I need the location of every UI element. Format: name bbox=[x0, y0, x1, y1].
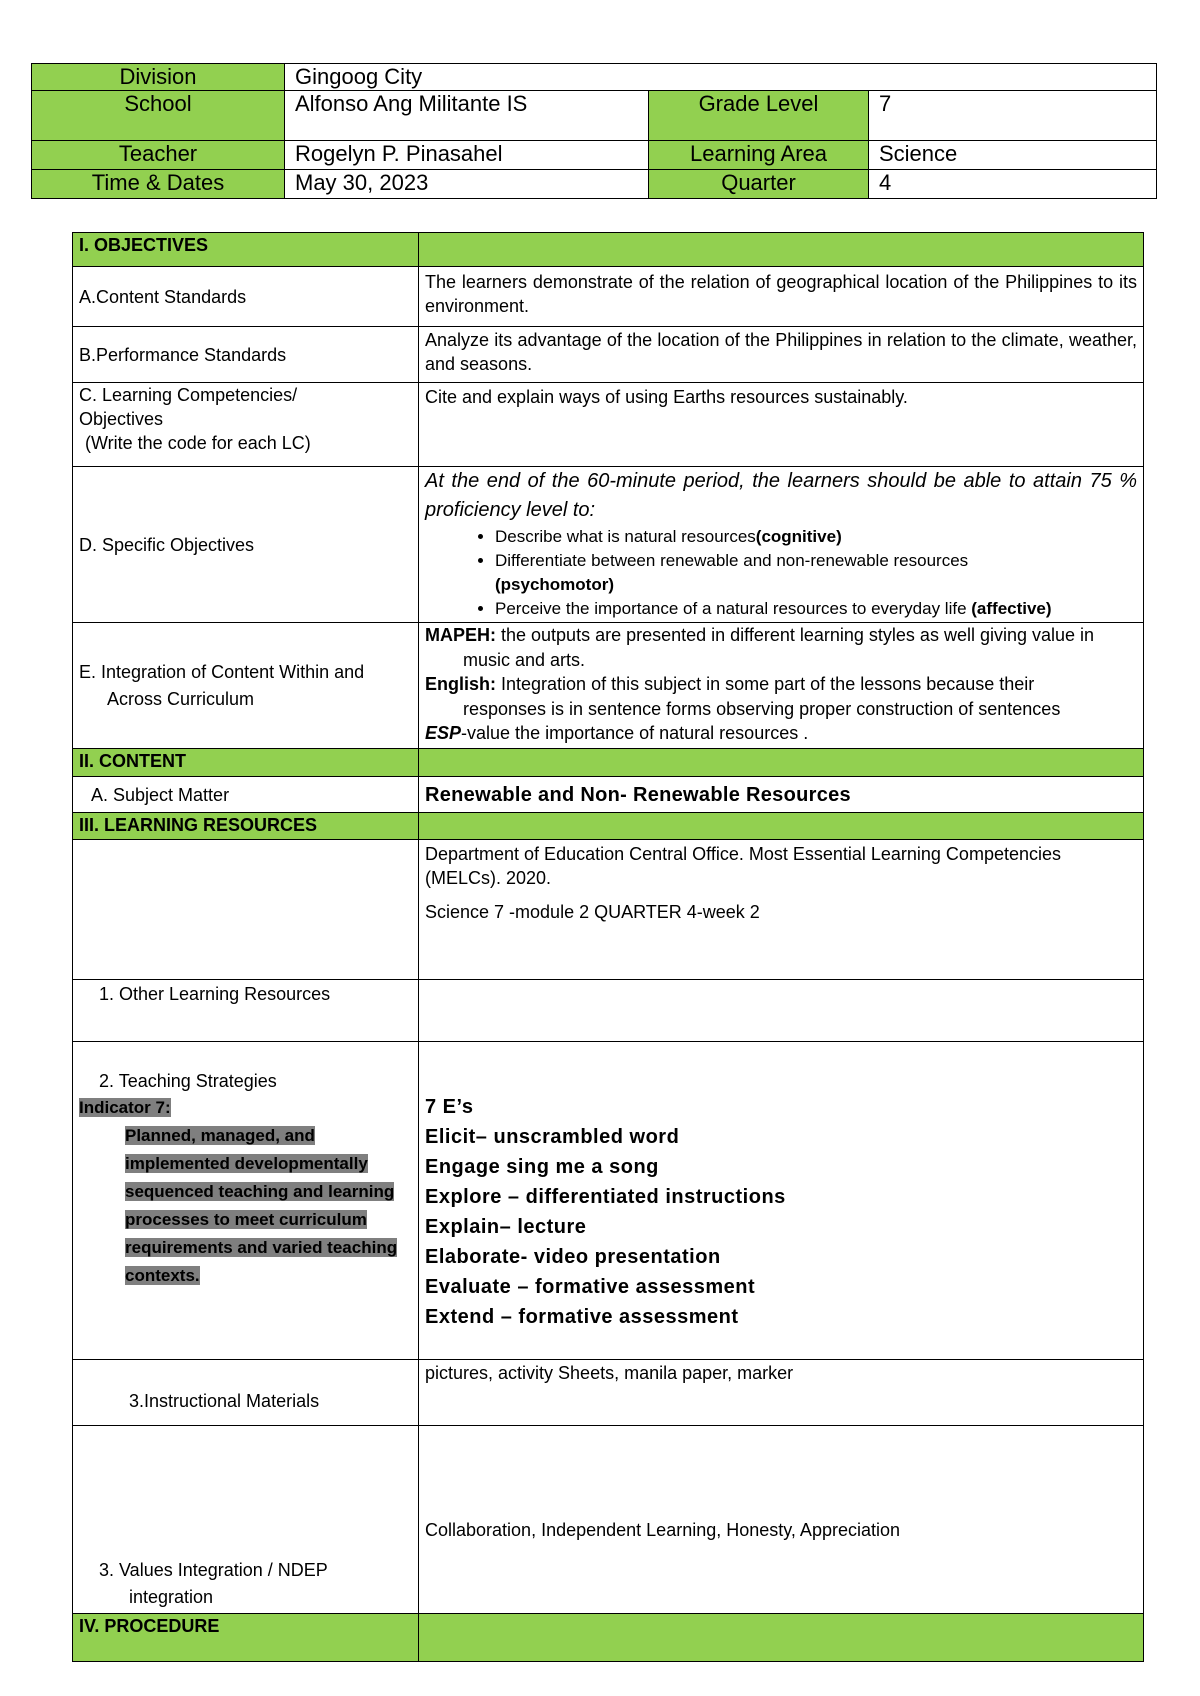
specific-objectives-list bbox=[425, 525, 1137, 621]
header-table bbox=[31, 63, 1157, 199]
objective-item: • Describe what is natural resources(cognitive) bbox=[495, 525, 1137, 549]
subject-matter-value: Renewable and Non- Renewable Resources bbox=[419, 777, 1144, 813]
objectives-heading-fill bbox=[419, 233, 1144, 267]
strategy-item: 7 E’s bbox=[425, 1096, 474, 1118]
school-value: Alfonso Ang Militante IS bbox=[285, 91, 649, 141]
content-heading: II. CONTENT bbox=[73, 749, 419, 777]
division-value: Gingoog City bbox=[285, 64, 1157, 91]
content-standards-label: A.Content Standards bbox=[73, 267, 419, 327]
strategy-item: Extend – formative assessment bbox=[425, 1306, 739, 1328]
instructional-materials-label: 3.Instructional Materials bbox=[73, 1360, 419, 1426]
integration-label-line-2: Across Curriculum bbox=[107, 688, 255, 709]
values-label-line-1: 3. Values Integration / NDEP bbox=[99, 1560, 328, 1580]
indicator-text: Planned, managed, and implemented developmentally sequenced teaching and learning processes to meet curriculum requirements and varied teaching contexts. bbox=[125, 1126, 398, 1285]
lc-label-line-1: C. Learning Competencies/ bbox=[79, 385, 298, 405]
specific-objectives-label: D. Specific Objectives bbox=[73, 467, 419, 623]
other-resources-value bbox=[419, 980, 1144, 1042]
quarter-label: Quarter bbox=[649, 170, 869, 199]
strategy-item: Explain– lecture bbox=[425, 1216, 587, 1238]
reference-melcs: Department of Education Central Office. Most Essential Learning Competencies (MELCs). 2020. bbox=[425, 844, 1061, 888]
instructional-materials-value: pictures, activity Sheets, manila paper, marker bbox=[419, 1360, 1144, 1426]
values-integration-value: Collaboration, Independent Learning, Honesty, Appreciation bbox=[419, 1426, 1144, 1614]
reference-module: Science 7 -module 2 QUARTER 4-week 2 bbox=[425, 902, 760, 922]
other-resources-label: 1. Other Learning Resources bbox=[73, 980, 419, 1042]
learning-resources-heading-fill bbox=[419, 813, 1144, 840]
quarter-value: 4 bbox=[869, 170, 1157, 199]
learning-resources-heading: III. LEARNING RESOURCES bbox=[73, 813, 419, 840]
teacher-value: Rogelyn P. Pinasahel bbox=[285, 141, 649, 170]
english-line: English: Integration of this subject in some part of the lessons because their bbox=[425, 674, 1035, 694]
strategy-item: Elicit– unscrambled word bbox=[425, 1126, 680, 1148]
performance-standards-value: Analyze its advantage of the location of the Philippines in relation to the climate, weather, and seasons. bbox=[419, 327, 1144, 383]
procedure-heading-fill bbox=[419, 1614, 1144, 1662]
objective-item: • Differentiate between renewable and non-renewable resources (psychomotor) bbox=[495, 549, 1137, 597]
learning-area-label: Learning Area bbox=[649, 141, 869, 170]
grade-level-value: 7 bbox=[869, 91, 1157, 141]
content-heading-fill bbox=[419, 749, 1144, 777]
references-value bbox=[419, 840, 1144, 980]
teaching-strategies-label bbox=[73, 1042, 419, 1360]
procedure-heading: IV. PROCEDURE bbox=[73, 1614, 419, 1662]
references-label-cell bbox=[73, 840, 419, 980]
values-label-line-2: integration bbox=[129, 1587, 214, 1607]
integration-value bbox=[419, 623, 1144, 749]
mapeh-line: MAPEH: the outputs are presented in different learning styles as well giving value in bbox=[425, 625, 1095, 645]
strategy-item: Engage sing me a song bbox=[425, 1156, 659, 1178]
learning-competencies-value: Cite and explain ways of using Earths resources sustainably. bbox=[419, 383, 1144, 467]
english-line-2: responses is in sentence forms observing proper construction of sentences bbox=[463, 698, 1061, 719]
strategy-item: Elaborate- video presentation bbox=[425, 1246, 721, 1268]
lesson-plan-table bbox=[72, 232, 1144, 1662]
division-label: Division bbox=[32, 64, 285, 91]
objective-item: • Perceive the importance of a natural resources to everyday life (affective) bbox=[495, 597, 1137, 621]
indicator-block bbox=[79, 1094, 412, 1290]
subject-matter-label: A. Subject Matter bbox=[73, 777, 419, 813]
specific-objectives-intro: At the end of the 60-minute period, the learners should be able to attain 75 % proficiency level to: bbox=[425, 470, 1137, 521]
specific-objectives-value bbox=[419, 467, 1144, 623]
school-label: School bbox=[32, 91, 285, 141]
integration-label bbox=[73, 623, 419, 749]
teaching-strategies-value bbox=[419, 1042, 1144, 1360]
mapeh-line-2: music and arts. bbox=[463, 649, 586, 670]
esp-line: ESP-value the importance of natural resources . bbox=[425, 723, 809, 743]
integration-label-line-1: E. Integration of Content Within and bbox=[79, 661, 365, 682]
content-standards-value: The learners demonstrate of the relation of geographical location of the Philippines to its environment. bbox=[419, 267, 1144, 327]
time-dates-value: May 30, 2023 bbox=[285, 170, 649, 199]
learning-competencies-label bbox=[73, 383, 419, 467]
strategy-item: Explore – differentiated instructions bbox=[425, 1186, 786, 1208]
values-integration-label bbox=[73, 1426, 419, 1614]
lc-label-line-2: Objectives bbox=[79, 409, 164, 429]
indicator-label: Indicator 7: bbox=[79, 1098, 171, 1117]
learning-area-value: Science bbox=[869, 141, 1157, 170]
time-dates-label: Time & Dates bbox=[32, 170, 285, 199]
teacher-label: Teacher bbox=[32, 141, 285, 170]
grade-level-label: Grade Level bbox=[649, 91, 869, 141]
teaching-strategies-title: 2. Teaching Strategies bbox=[99, 1071, 277, 1091]
strategy-item: Evaluate – formative assessment bbox=[425, 1276, 756, 1298]
lc-label-line-3: (Write the code for each LC) bbox=[85, 433, 311, 453]
performance-standards-label: B.Performance Standards bbox=[73, 327, 419, 383]
objectives-heading: I. OBJECTIVES bbox=[73, 233, 419, 267]
